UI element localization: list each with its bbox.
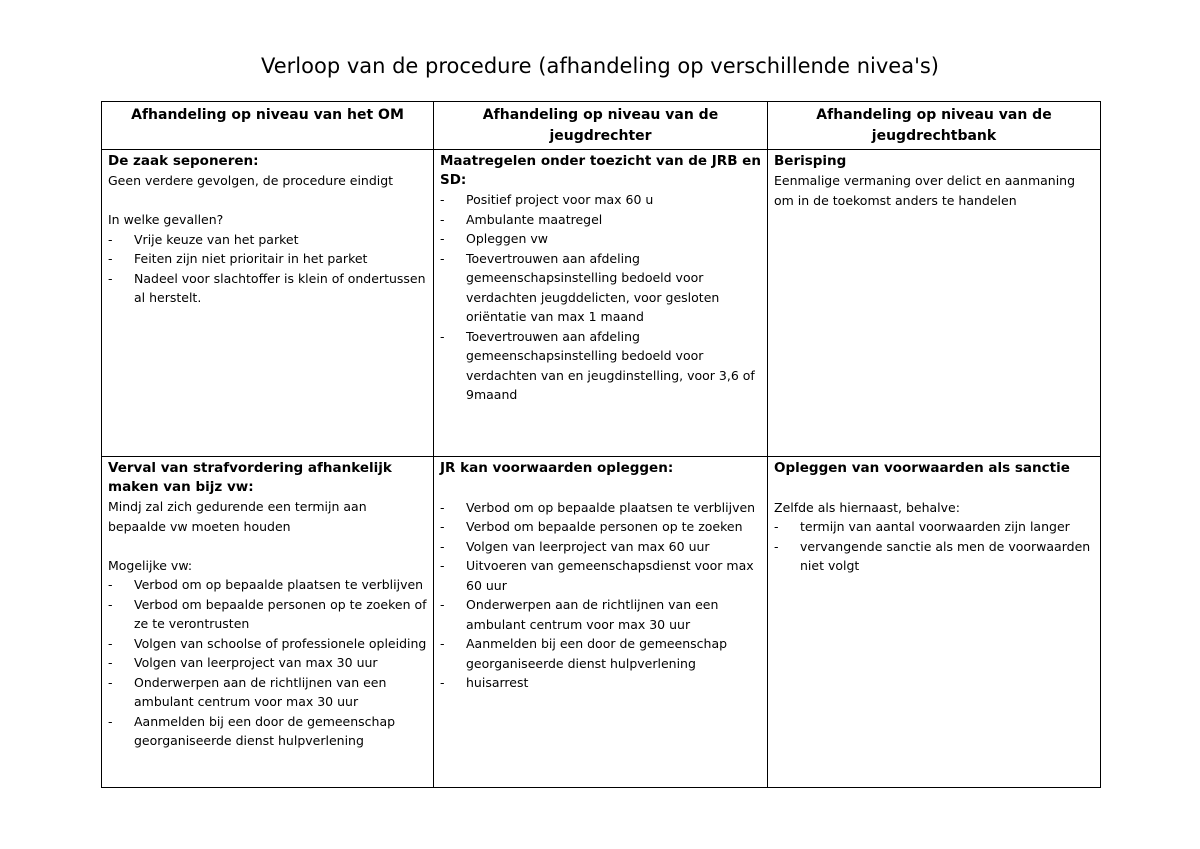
procedure-table: [101, 101, 1101, 788]
dash-list: [108, 575, 427, 751]
dash-list: [440, 190, 761, 405]
cell-text: Eenmalige vermaning over delict en aanmaning om in de toekomst anders te handelen: [774, 173, 1076, 208]
list-item: - Nadeel voor slachtoffer is klein of ondertussen al herstelt.: [108, 270, 426, 305]
dash-list: [774, 517, 1094, 576]
list-item: - Verbod om bepaalde personen op te zoeken of ze te verontrusten: [108, 596, 427, 631]
header-jeugdrechter: Afhandeling op niveau van de jeugdrechter: [434, 102, 768, 150]
cell-heading: Opleggen van voorwaarden als sanctie: [774, 460, 1070, 476]
list-item: - Verbod om op bepaalde plaatsen te verblijven: [440, 499, 756, 515]
list-item: - huisarrest: [440, 675, 529, 690]
list-item: - Verbod om op bepaalde plaatsen te verblijven: [108, 577, 424, 592]
list-item: - Volgen van leerproject van max 30 uur: [108, 655, 378, 670]
list-item: - Volgen van schoolse of professionele opleiding: [108, 635, 427, 651]
list-item: - Onderwerpen aan de richtlijnen van een ambulant centrum voor max 30 uur: [108, 674, 387, 709]
cell-heading: JR kan voorwaarden opleggen:: [440, 460, 674, 476]
list-item: - Vrije keuze van het parket: [108, 231, 299, 247]
list-item: - Positief project voor max 60 u: [440, 192, 654, 207]
list-item: - Aanmelden bij een door de gemeenschap georganiseerde dienst hulpverlening: [108, 713, 396, 748]
cell-jr-maatregelen: [434, 150, 768, 457]
list-item: - Uitvoeren van gemeenschapsdienst voor max 60 uur: [440, 558, 754, 593]
list-item: - Onderwerpen aan de richtlijnen van een ambulant centrum voor max 30 uur: [440, 597, 719, 632]
header-om: Afhandeling op niveau van het OM: [102, 102, 434, 150]
cell-text: Mindj zal zich gedurende een termijn aan bepaalde vw moeten houden: [108, 499, 367, 534]
list-item: - Verbod om bepaalde personen op te zoeken: [440, 519, 743, 534]
cell-heading: De zaak seponeren:: [108, 153, 259, 169]
cell-heading: Berisping: [774, 153, 847, 169]
page-title: Verloop van de procedure (afhandeling op verschillende nivea's): [261, 54, 939, 78]
list-item: - Aanmelden bij een door de gemeenschap georganiseerde dienst hulpverlening: [440, 636, 728, 671]
cell-om-verval: [102, 457, 434, 788]
list-item: - termijn van aantal voorwaarden zijn langer: [774, 519, 1070, 534]
table-row: [102, 457, 1101, 788]
dash-list: [108, 230, 427, 308]
list-item: - Opleggen vw: [440, 231, 549, 246]
cell-jrb-sanctie: [768, 457, 1101, 788]
cell-jrb-berisping: [768, 150, 1101, 457]
list-item: - vervangende sanctie als men de voorwaarden niet volgt: [774, 538, 1091, 573]
cell-subheading: In welke gevallen?: [108, 212, 224, 227]
dash-list: [440, 498, 761, 693]
cell-subheading: Mogelijke vw:: [108, 557, 193, 573]
list-item: - Feiten zijn niet prioritair in het parket: [108, 251, 368, 266]
table-row: [102, 150, 1101, 457]
cell-text: Zelfde als hiernaast, behalve:: [774, 499, 960, 515]
cell-heading: Verval van strafvordering afhankelijk maken van bijz vw:: [108, 460, 392, 495]
cell-heading: Maatregelen onder toezicht van de JRB en SD:: [440, 153, 761, 188]
header-jeugdrechtbank: Afhandeling op niveau van de jeugdrechtbank: [768, 102, 1101, 150]
list-item: - Toevertrouwen aan afdeling gemeenschapsinstelling bedoeld voor verdachten jeugddelicten, voor gesloten oriëntatie van max 1 maand: [440, 250, 720, 324]
list-item: - Toevertrouwen aan afdeling gemeenschapsinstelling bedoeld voor verdachten van en jeugdinstelling, voor 3,6 of 9maand: [440, 328, 755, 402]
cell-om-seponeren: [102, 150, 434, 457]
header-row: [102, 102, 1101, 150]
cell-jr-voorwaarden: [434, 457, 768, 788]
cell-text: Geen verdere gevolgen, de procedure eindigt: [108, 173, 394, 188]
list-item: - Ambulante maatregel: [440, 211, 603, 227]
list-item: - Volgen van leerproject van max 60 uur: [440, 538, 710, 554]
